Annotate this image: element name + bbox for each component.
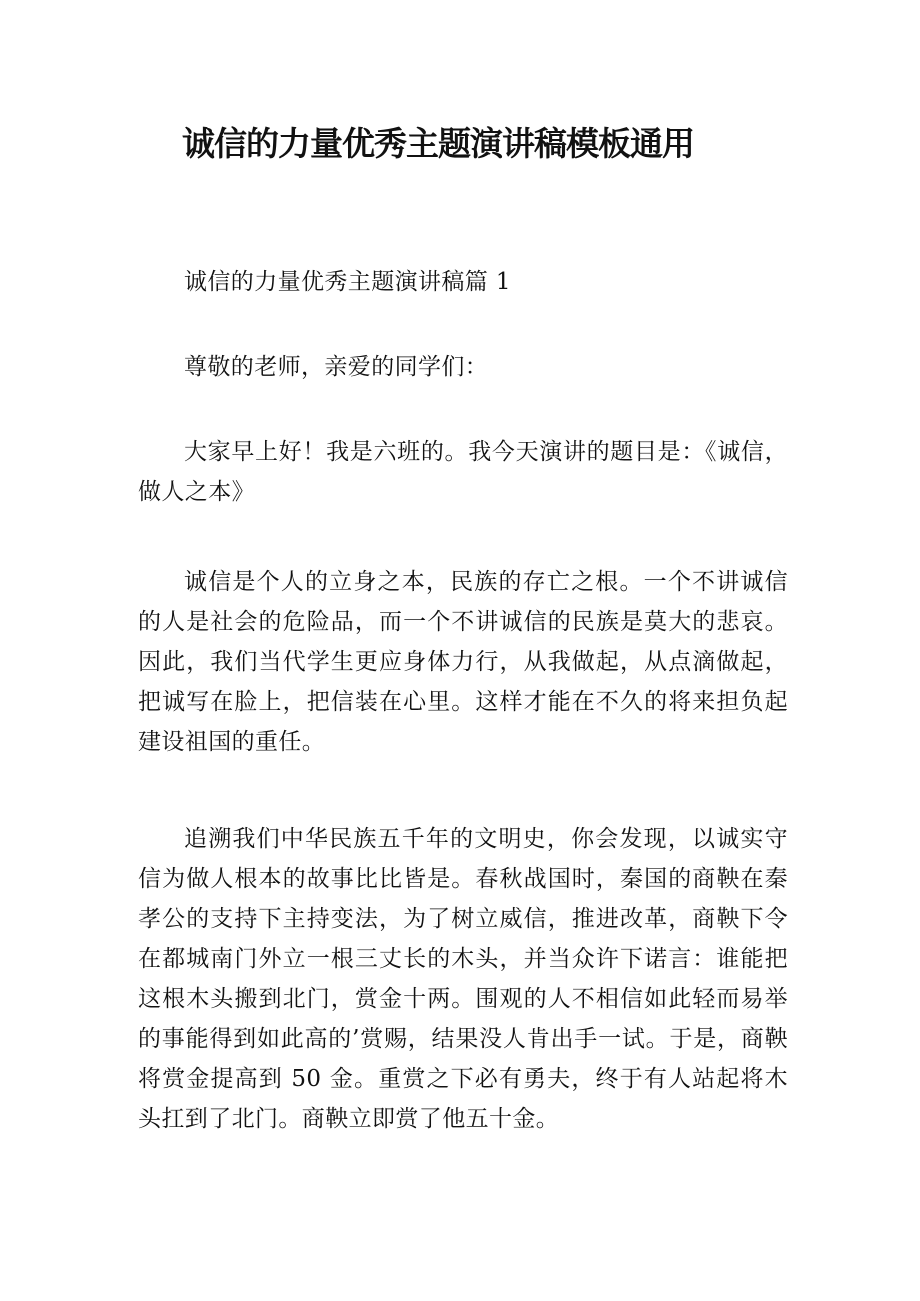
document-title: 诚信的力量优秀主题演讲稿模板通用 [182,124,694,163]
body-paragraph-1: 诚信是个人的立身之本，民族的存亡之根。一个不讲诚信的人是社会的危险品，而一个不讲诚信的民族是莫大的悲哀。因此，我们当代学生更应身体力行，从我做起，从点滴做起，把诚写在脸上，把信装在心里。这样才能在不久的将来担负起建设祖国的重任。 [138,569,788,755]
body-paragraph-2: 追溯我们中华民族五千年的文明史，你会发现，以诚实守信为做人根本的故事比比皆是。春秋战国时，秦国的商鞅在秦孝公的支持下主持变法，为了树立威信，推进改革，商鞅下令在都城南门外立一根三丈长的木头，并当众许下诺言：谁能把这根木头搬到北门，赏金十两。围观的人不相信如此轻而易举的事能得到如此高的’赏赐，结果没人肯出手一试。于是，商鞅将赏金提高到 50 金。重赏之下必有勇夫，终于有人站起将木头扛到了北门。商鞅立即赏了他五十金。 [138,826,788,1132]
greeting-paragraph: 尊敬的老师，亲爱的同学们： [184,354,489,380]
intro-paragraph: 大家早上好！我是六班的。我今天演讲的题目是：《诚信，做人之本》 [138,439,788,505]
section-heading: 诚信的力量优秀主题演讲稿篇 1 [184,269,511,295]
